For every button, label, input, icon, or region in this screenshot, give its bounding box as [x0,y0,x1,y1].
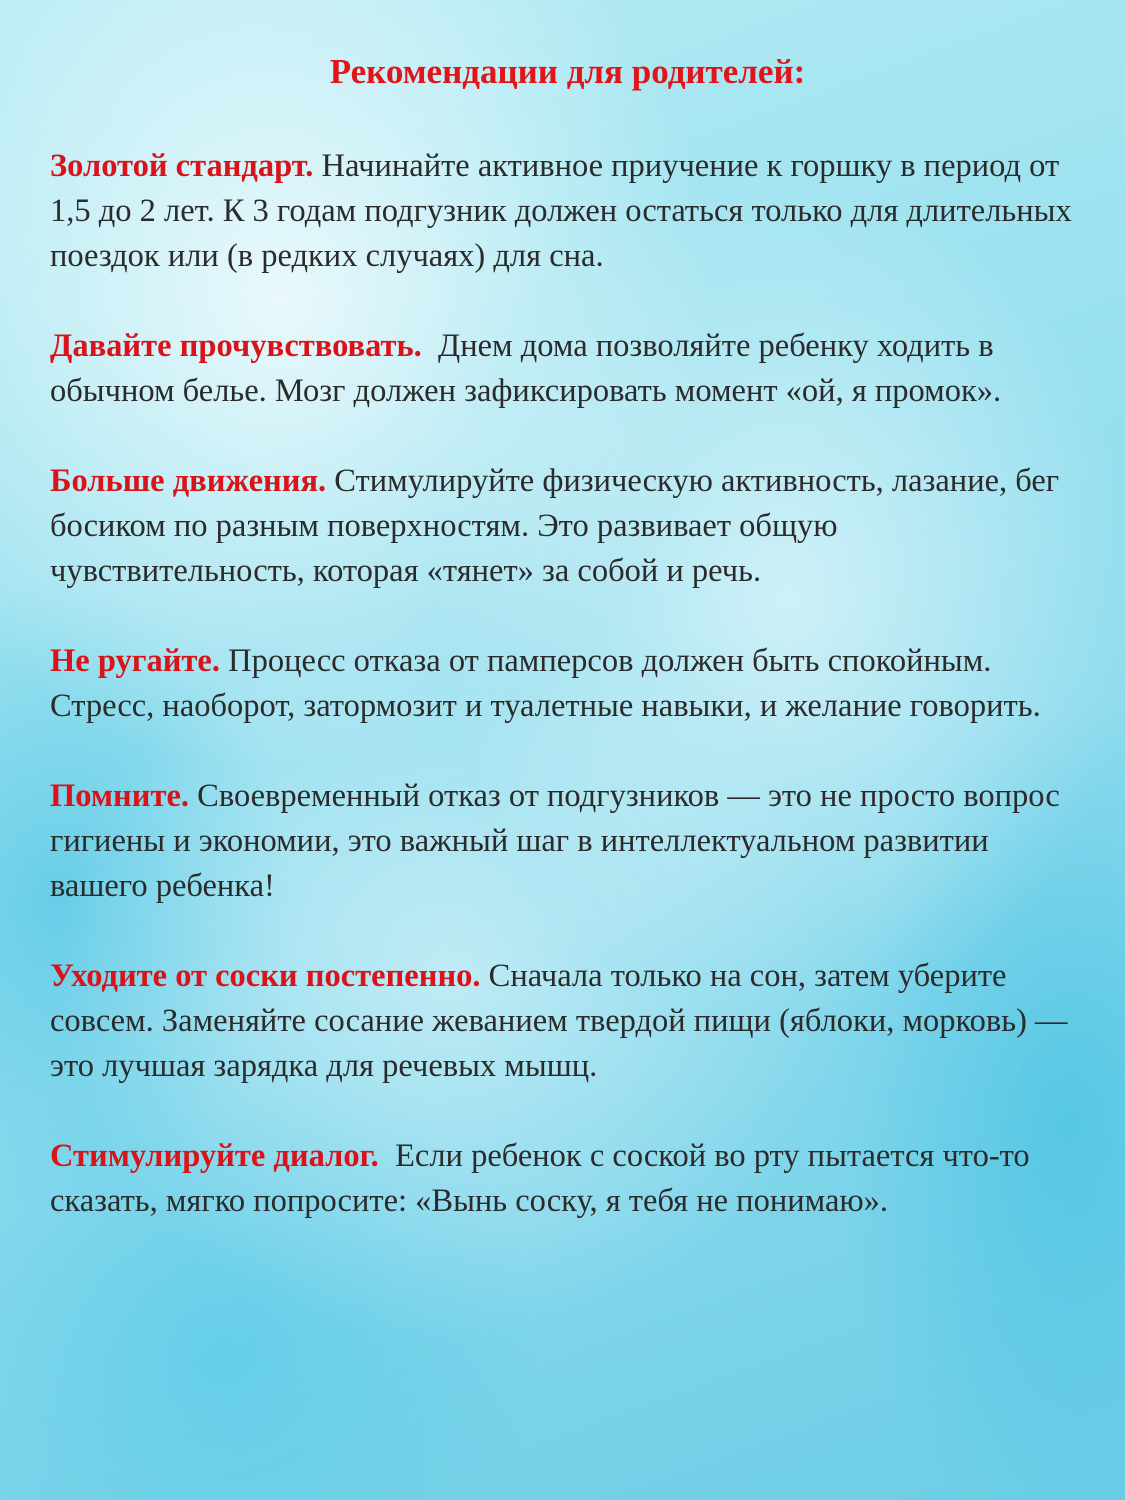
recommendation-text: Днем дома позволяйте ребенку ходить в обычном белье. Мозг должен зафиксировать момент «ой, я промок». [50,328,1002,409]
recommendation-text: Начинайте активное приучение к горшку в период от 1,5 до 2 лет. К 3 годам подгузник должен остаться только для длительных поездок или (в редких случаях) для сна. [50,148,1072,274]
recommendation-gold-standard [50,144,1085,279]
recommendation-let-feel [50,324,1085,414]
recommendation-heading: Уходите от соски постепенно. [50,958,481,994]
recommendation-heading: Давайте прочувствовать. [50,328,422,364]
recommendation-heading: Не ругайте. [50,643,220,679]
recommendation-more-movement [50,459,1085,594]
recommendation-heading: Помните. [50,778,190,814]
recommendation-dialogue [50,1134,1085,1224]
recommendation-heading: Стимулируйте диалог. [50,1138,379,1174]
recommendation-text: Стимулируйте физическую активность, лазание, бег босиком по разным поверхностям. Это развивает общую чувствительность, которая «тянет» за собой и речь. [50,463,1060,589]
recommendation-text: Сначала только на сон, затем уберите совсем. Заменяйте сосание жеванием твердой пищи (яблоки, морковь) — это лучшая зарядка для речевых мышц. [50,958,1068,1084]
recommendation-heading: Золотой стандарт. [50,148,314,184]
recommendation-remember [50,774,1085,909]
recommendation-text: Своевременный отказ от подгузников — это не просто вопрос гигиены и экономии, это важный шаг в интеллектуальном развитии вашего ребенка! [50,778,1060,904]
recommendation-pacifier [50,954,1085,1089]
recommendation-text: Процесс отказа от памперсов должен быть спокойным. Стресс, наоборот, затормозит и туалетные навыки, и желание говорить. [50,643,1041,724]
page-title: Рекомендации для родителей: [329,52,806,91]
recommendation-dont-scold [50,639,1085,729]
recommendation-heading: Больше движения. [50,463,327,499]
recommendation-text: Если ребенок с соской во рту пытается что-то сказать, мягко попросите: «Вынь соску, я тебя не понимаю». [50,1138,1038,1219]
